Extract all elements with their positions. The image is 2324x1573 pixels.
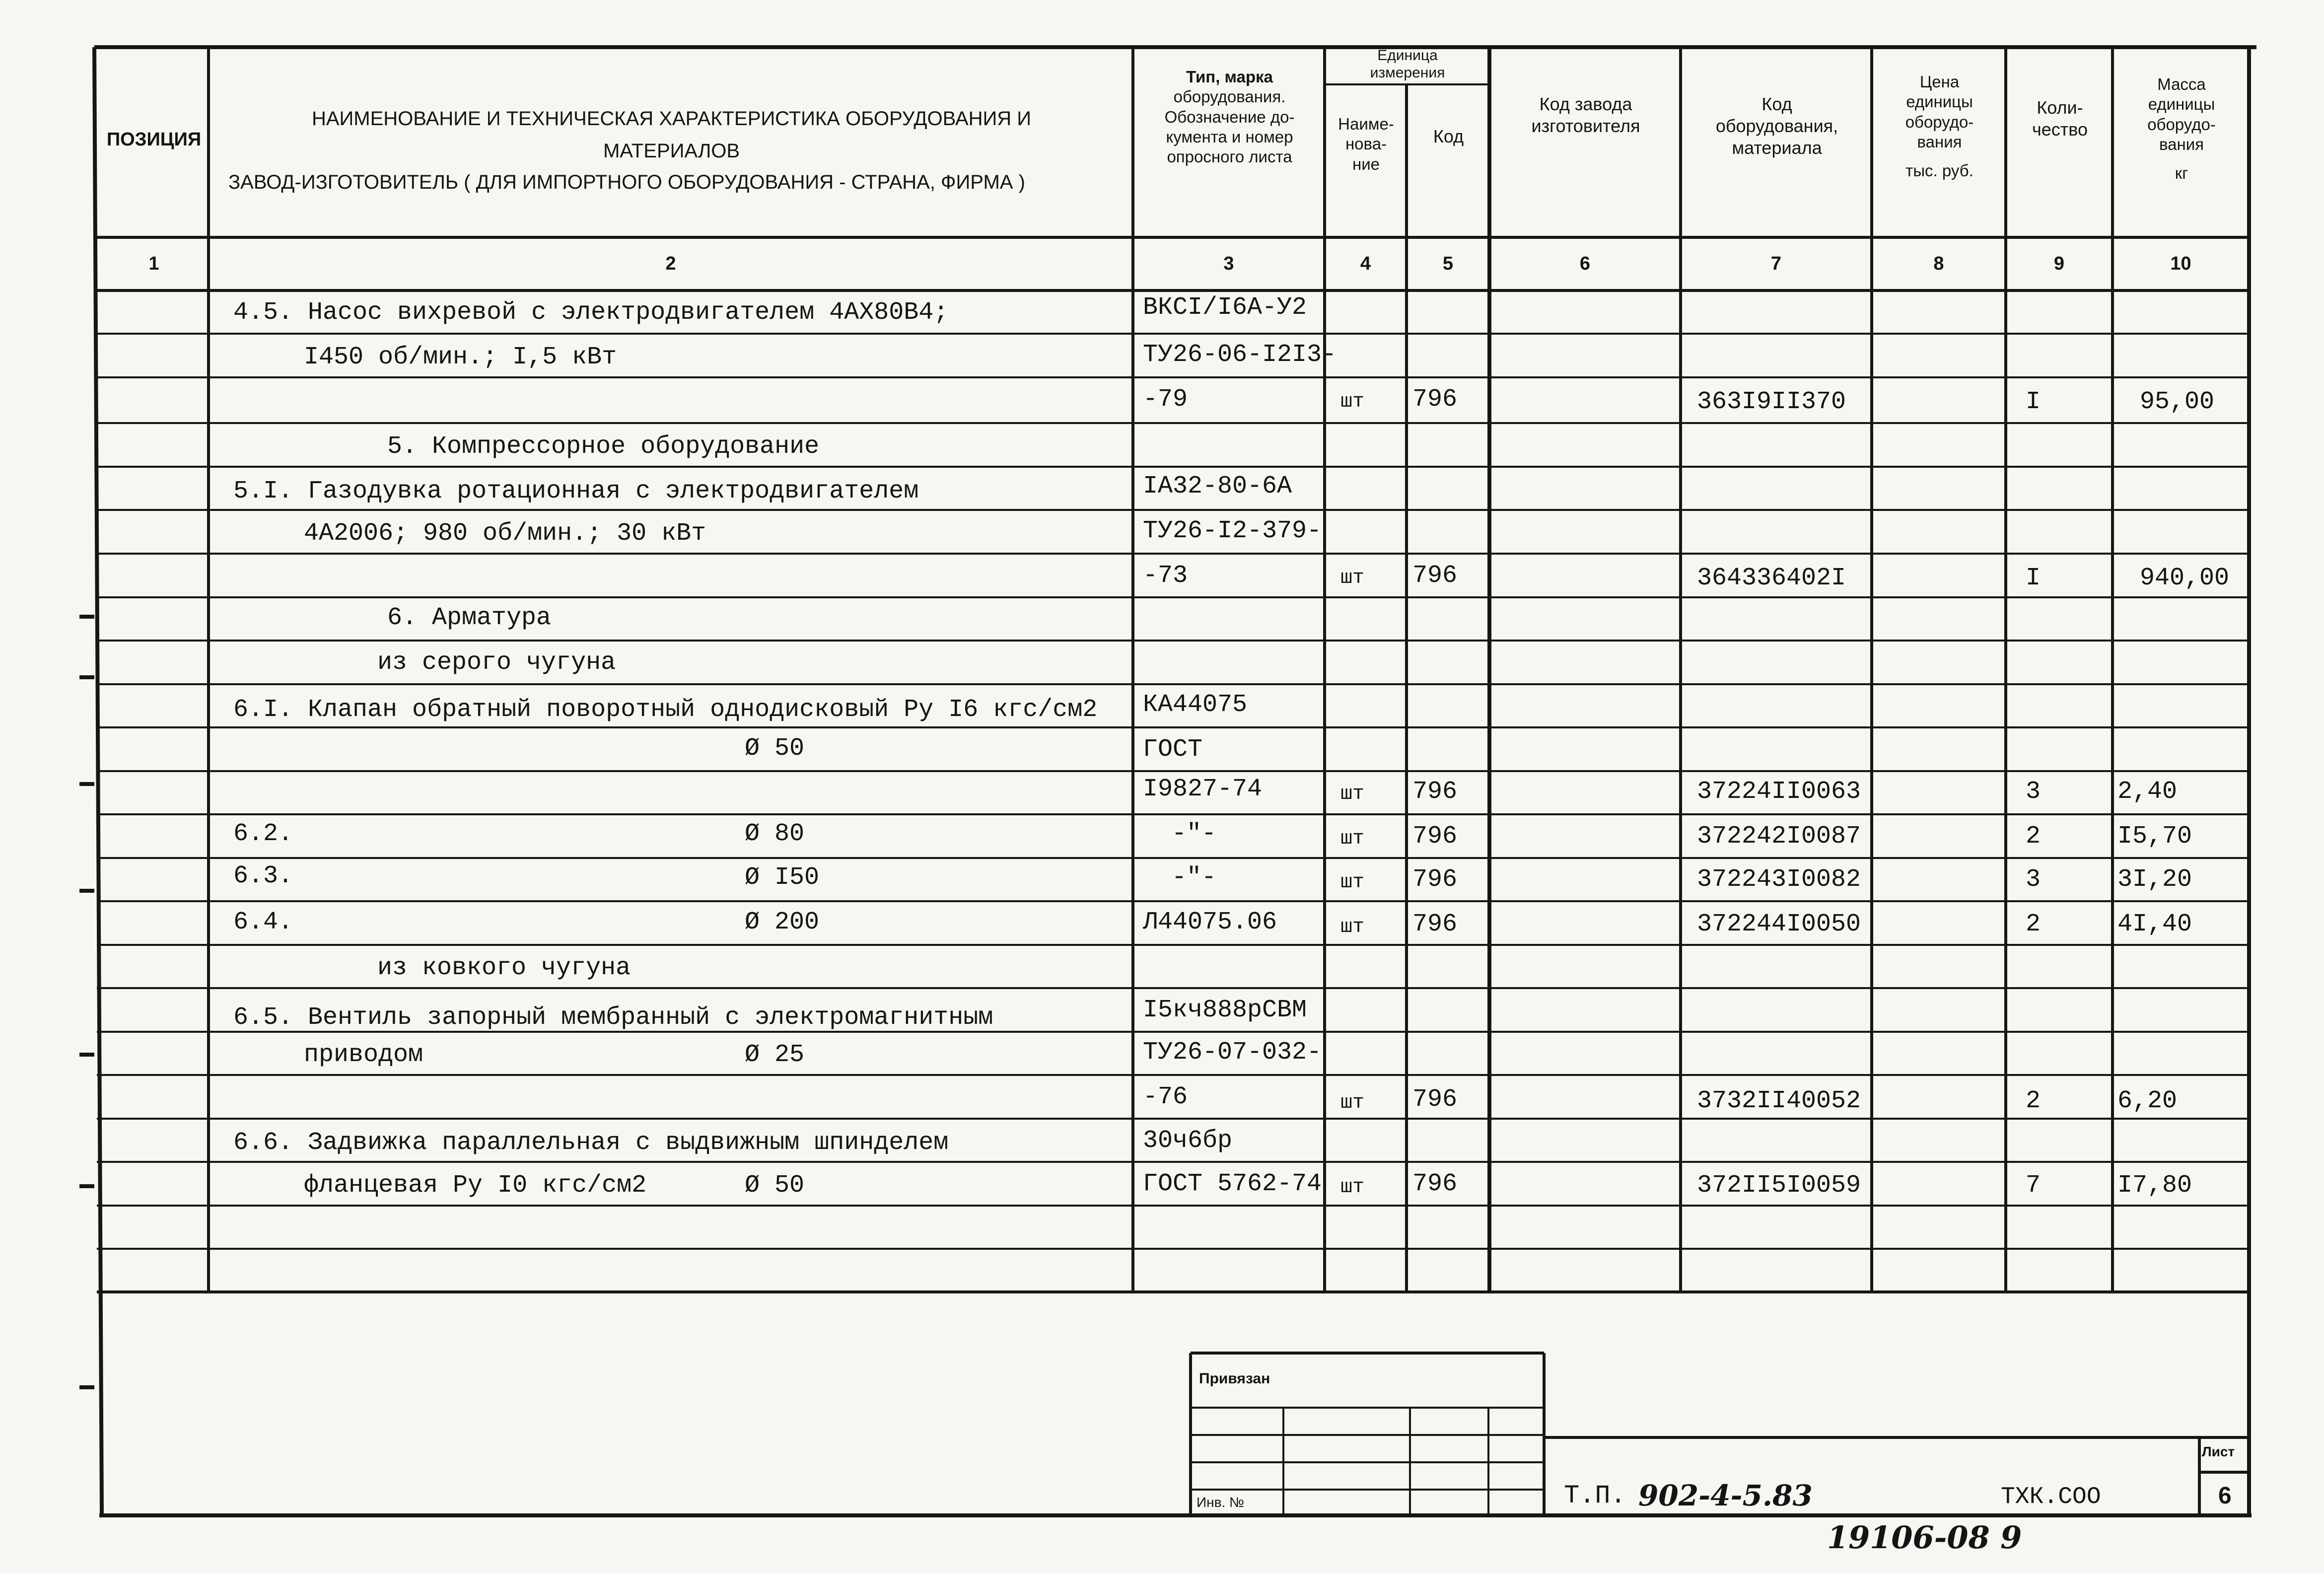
row-unit-code: 796 [1412, 1085, 1458, 1114]
row-unit-code: 796 [1412, 562, 1458, 590]
header-mass-l3: оборудо- [2147, 115, 2216, 134]
row-mass: 95,00 [2140, 388, 2215, 416]
row-equipment-code: 372II5I0059 [1697, 1171, 1861, 1200]
row-diameter: Ø 200 [745, 908, 820, 936]
row-diameter: Ø 80 [745, 820, 805, 848]
row-equipment-code: 37224II0063 [1697, 778, 1861, 806]
header-type [1134, 67, 1325, 167]
header-position: ПОЗИЦИЯ [106, 129, 202, 150]
column-number: 1 [148, 253, 159, 274]
header-unit-name-l1: Наиме- [1338, 115, 1394, 133]
row-equipment-code: 363I9II370 [1697, 388, 1846, 416]
header-unit-name [1326, 114, 1407, 174]
header-quantity-l1: Коли- [2037, 97, 2083, 118]
row-name: 6.I. Клапан обратный поворотный однодисковый Ру I6 кгс/см2 [233, 696, 1098, 724]
row-name: 6.6. Задвижка параллельная с выдвижным шпинделем [233, 1129, 949, 1157]
stamp-doc-code: ТХК.СОО [2001, 1484, 2101, 1510]
row-type: КА44075 [1143, 691, 1248, 719]
stamp-doc-prefix: Т.П. [1564, 1481, 1626, 1510]
row-quantity: I [2026, 388, 2041, 416]
header-equipment-code-l1: Код [1761, 94, 1792, 114]
row-unit: шт [1340, 783, 1365, 805]
row-quantity: 2 [2026, 910, 2041, 938]
header-name-line3: ЗАВОД-ИЗГОТОВИТЕЛЬ ( ДЛЯ ИМПОРТНОГО ОБОРУДОВАНИЯ - СТРАНА, ФИРМА ) [228, 171, 1025, 193]
header-unit-group-l2: измерения [1370, 64, 1445, 81]
row-mass: 6,20 [2117, 1087, 2178, 1115]
row-quantity: I [2026, 564, 2041, 592]
row-type: ТУ26-06-I2I3- [1143, 341, 1337, 369]
row-quantity: 2 [2026, 822, 2041, 851]
row-unit-code: 796 [1412, 778, 1458, 806]
header-unit-code: Код [1433, 126, 1464, 146]
column-number: 8 [1933, 253, 1944, 274]
header-type-l1: Тип, марка [1186, 68, 1273, 86]
header-unit-name-l3: ние [1352, 154, 1380, 173]
row-unit-code: 796 [1412, 385, 1458, 414]
row-equipment-code: 372244I0050 [1697, 910, 1861, 938]
header-quantity-l2: чество [2032, 119, 2088, 140]
column-number: 7 [1770, 253, 1782, 274]
header-price-l4: вания [1917, 132, 1962, 151]
footer-handwritten-number: 19106-08 9 [1827, 1519, 2022, 1556]
header-unit-group-l1: Единица [1377, 47, 1438, 64]
row-name: 6.2. [233, 820, 293, 848]
header-price [1873, 72, 2006, 181]
header-mass-l2: единицы [2148, 95, 2215, 114]
column-number: 5 [1442, 253, 1454, 274]
row-unit: шт [1340, 916, 1365, 938]
row-unit: шт [1340, 871, 1365, 894]
header-price-l1: Цена [1919, 72, 1960, 91]
header-factory-code [1491, 93, 1681, 137]
header-unit-group [1326, 47, 1489, 81]
row-unit: шт [1340, 1092, 1365, 1114]
column-number: 2 [665, 253, 676, 274]
row-unit: шт [1340, 391, 1365, 413]
header-price-l2: единицы [1906, 92, 1973, 111]
row-equipment-code: 372242I0087 [1697, 822, 1861, 851]
row-mass: 3I,20 [2117, 865, 2192, 894]
header-mass-l1: Масса [2157, 75, 2206, 93]
header-mass-l5: кг [2175, 164, 2188, 182]
column-number: 10 [2170, 253, 2191, 274]
row-mass: I5,70 [2117, 822, 2192, 851]
row-type: -"- [1172, 863, 1217, 892]
row-quantity: 3 [2026, 778, 2041, 806]
stamp-inv: Инв. № [1197, 1495, 1245, 1510]
row-equipment-code: 364336402I [1697, 564, 1846, 592]
row-quantity: 7 [2026, 1171, 2041, 1200]
column-number: 3 [1223, 253, 1234, 274]
row-unit-code: 796 [1412, 865, 1458, 894]
row-type: -79 [1143, 385, 1188, 414]
stamp-sheet-label: Лист [2202, 1444, 2235, 1459]
row-unit-code: 796 [1412, 1170, 1458, 1198]
row-name: 5.I. Газодувка ротационная с электродвигателем [233, 477, 919, 505]
row-unit-code: 796 [1412, 822, 1458, 851]
row-name: из серого чугуна [377, 648, 616, 677]
header-mass [2114, 74, 2249, 183]
row-diameter: Ø 50 [745, 1171, 805, 1200]
row-name: 5. Компрессорное оборудование [387, 432, 820, 461]
header-equipment-code-l2: оборудования, [1715, 115, 1838, 136]
row-type: 30ч6бр [1143, 1127, 1233, 1155]
row-mass: I7,80 [2117, 1171, 2192, 1200]
row-type: -"- [1172, 820, 1217, 848]
header-name [213, 107, 1129, 194]
row-name: фланцевая Ру I0 кгс/см2 [304, 1171, 647, 1200]
row-unit: шт [1340, 828, 1365, 850]
header-name-line1: НАИМЕНОВАНИЕ И ТЕХНИЧЕСКАЯ ХАРАКТЕРИСТИКА ОБОРУДОВАНИЯ И [311, 108, 1032, 130]
row-type: ТУ26-07-032- [1143, 1038, 1322, 1067]
row-diameter: Ø I50 [745, 863, 820, 892]
row-type: I9827-74 [1143, 775, 1263, 803]
header-equipment-code [1682, 93, 1872, 159]
header-type-l2: оборудования. [1173, 87, 1286, 106]
row-name: 6.4. [233, 908, 293, 936]
column-number: 9 [2053, 253, 2065, 274]
header-unit-name-l2: нова- [1345, 135, 1387, 153]
header-type-l3: Обозначение до- [1164, 107, 1295, 126]
header-mass-l4: вания [2159, 135, 2204, 153]
row-name: I450 об/мин.; I,5 кВт [304, 343, 617, 371]
row-unit: шт [1340, 1176, 1365, 1199]
row-type: -73 [1143, 562, 1188, 590]
header-price-l5: тыс. руб. [1905, 161, 1973, 180]
header-type-l5: опросного листа [1167, 147, 1292, 166]
row-name: из ковкого чугуна [377, 954, 631, 982]
row-name: приводом [304, 1041, 423, 1069]
header-factory-code-l2: изготовителя [1531, 115, 1640, 136]
row-type: -76 [1143, 1083, 1188, 1111]
row-name: 6.3. [233, 862, 293, 890]
row-name: 4А2006; 980 об/мин.; 30 кВт [304, 519, 706, 548]
column-number: 4 [1360, 253, 1371, 274]
column-number: 6 [1579, 253, 1591, 274]
row-mass: 4I,40 [2117, 910, 2192, 938]
stamp-sheet-number: 6 [2218, 1483, 2232, 1509]
row-quantity: 2 [2026, 1087, 2041, 1115]
stamp-privyazan: Привязан [1199, 1370, 1270, 1387]
row-name: 4.5. Насос вихревой с электродвигателем 4АХ80В4; [233, 298, 949, 327]
row-unit-code: 796 [1412, 910, 1458, 938]
row-type: I5кч888рСВМ [1143, 996, 1307, 1024]
row-name: 6.5. Вентиль запорный мембранный с электромагнитным [233, 1003, 993, 1032]
row-equipment-code: 372243I0082 [1697, 865, 1861, 894]
row-type: ВКСI/I6А-У2 [1143, 293, 1307, 322]
stamp-doc-number: 902-4-5.83 [1638, 1479, 1813, 1512]
row-type: ТУ26-I2-379- [1143, 517, 1322, 545]
row-type: IА32-80-6А [1143, 472, 1292, 500]
header-price-l3: оборудо- [1905, 112, 1974, 131]
header-quantity [2007, 97, 2113, 141]
row-equipment-code: 3732II40052 [1697, 1087, 1861, 1115]
row-diameter: Ø 25 [745, 1041, 805, 1069]
row-diameter: Ø 50 [745, 734, 805, 763]
row-unit: шт [1340, 567, 1365, 589]
row-mass: 940,00 [2140, 564, 2230, 592]
row-mass: 2,40 [2117, 778, 2178, 806]
header-name-line2: МАТЕРИАЛОВ [603, 140, 740, 162]
header-type-l4: кумента и номер [1166, 127, 1293, 146]
header-factory-code-l1: Код завода [1539, 94, 1632, 114]
row-type: ГОСТ [1143, 735, 1203, 764]
row-name: 6. Арматура [387, 604, 552, 632]
row-type: ГОСТ 5762-74 [1143, 1170, 1322, 1198]
row-quantity: 3 [2026, 865, 2041, 894]
row-type: Л44075.06 [1143, 908, 1277, 936]
header-equipment-code-l3: материала [1732, 137, 1822, 158]
